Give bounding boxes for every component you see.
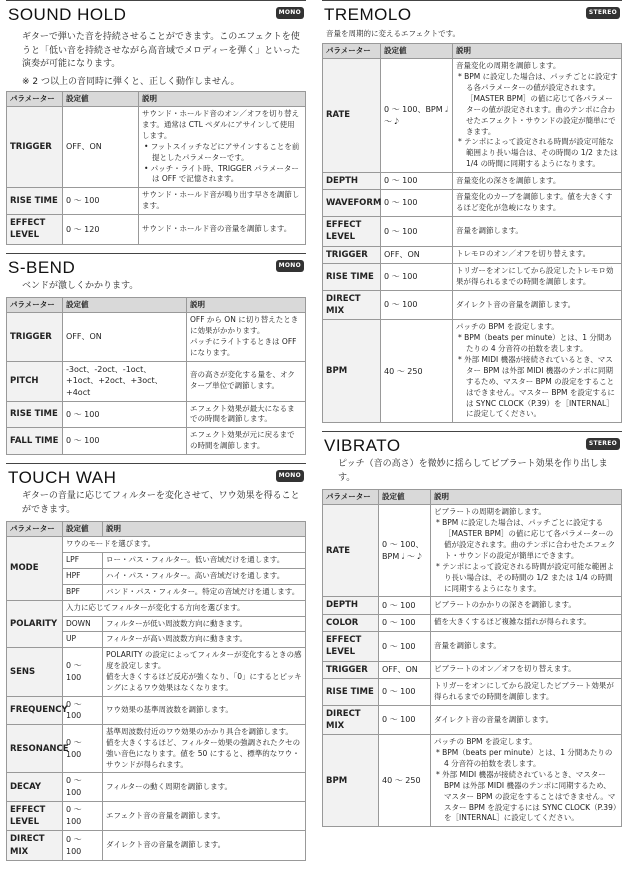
header-desc: 説明 bbox=[453, 44, 622, 59]
param-desc bbox=[453, 320, 622, 423]
param-desc bbox=[431, 614, 622, 631]
table-row bbox=[7, 801, 306, 831]
desc-line: 値を大きくするほど、フィルター効果の強調されたクセの強い音色になります。値を 50 にすると、標準的なワウ・サウンドが得られます。 bbox=[106, 737, 301, 769]
section-title: TOUCH WAH bbox=[8, 468, 117, 488]
param-table bbox=[322, 43, 622, 423]
param-table bbox=[322, 489, 622, 827]
section-header bbox=[6, 0, 306, 27]
param-value: 0 ～ 100 bbox=[63, 401, 187, 428]
section-intro: 音量を周期的に変えるエフェクトです。 bbox=[326, 29, 461, 38]
desc-line: * テンポによって設定される時間が設定可能な範囲より長い場合は、その時間の 1/2 または 1/4 の時間に同期するようになります。 bbox=[458, 137, 618, 169]
desc-line: 音量変化の周期を調節します。 bbox=[456, 61, 561, 71]
section-sound-hold bbox=[6, 0, 306, 245]
stereo-badge: STEREO bbox=[586, 438, 620, 450]
param-name: POLARITY bbox=[7, 600, 63, 648]
table-row bbox=[7, 361, 306, 401]
desc-line: 値を大きくするほど反応が強くなり、「0」にするとピッキングによるワウ効果はなくなります。 bbox=[106, 672, 302, 692]
param-name: DIRECT MIX bbox=[323, 705, 379, 735]
table-row bbox=[323, 705, 622, 735]
desc-line: • フットスイッチなどにアサインすることを前提としたパラメーターです。 bbox=[144, 141, 300, 162]
desc-line: ワウ効果の基準周波数を調節します。 bbox=[106, 704, 233, 714]
table-row bbox=[7, 648, 306, 697]
table-row bbox=[323, 217, 622, 247]
desc-line: * テンポによって設定される時間が設定可能な範囲より長い場合は、その時間の 1/2 または 1/4 の時間に同期するようになります。 bbox=[436, 561, 615, 593]
section-header bbox=[6, 463, 306, 490]
param-name: TRIGGER bbox=[323, 661, 379, 678]
param-desc bbox=[453, 264, 622, 291]
option-desc: バンド・パス・フィルター。特定の音域だけを通します。 bbox=[103, 584, 306, 600]
param-value: 0 ～ 100 bbox=[381, 190, 453, 217]
param-value: 0 ～ 100 bbox=[379, 614, 431, 631]
desc-line: 音量変化の深さを調節します。 bbox=[456, 175, 561, 185]
header-desc: 説明 bbox=[187, 298, 306, 313]
option-desc: フィルターが低い周波数方向に動きます。 bbox=[103, 616, 306, 632]
mono-badge: MONO bbox=[276, 7, 304, 19]
param-value: 0 ～ 100 bbox=[63, 648, 103, 697]
table-row bbox=[7, 537, 306, 553]
section-intro: ピッチ（音の高さ）を微妙に揺らしてビブラート効果を作り出します。 bbox=[338, 459, 608, 483]
desc-line: 音量を調節します。 bbox=[456, 225, 523, 235]
header-desc: 説明 bbox=[431, 490, 622, 505]
header-desc: 説明 bbox=[103, 522, 306, 537]
section-intro: ギターの音量に応じてフィルターを変化させて、ワウ効果を得ることができます。 bbox=[22, 491, 300, 515]
table-row bbox=[7, 831, 306, 861]
section-intro: ギターで弾いた音を持続させることができます。このエフェクトを使うと「低い音を持続させながら高音域でメロディーを弾く」といった演奏が可能になります。 bbox=[22, 32, 301, 69]
desc-line: ダイレクト音の音量を調節します。 bbox=[456, 299, 576, 309]
header-value: 設定値 bbox=[379, 490, 431, 505]
desc-line: * 外部 MIDI 機器が接続されているとき、マスター BPM は外部 MIDI 機器のテンポに同期するため、マスター BPM の設定をすることはできません。マスター BPM を設定するには SYNC CLOCK（P.39）を［INTERNAL］に設定してください。 bbox=[436, 769, 617, 823]
param-desc: 入力に応じてフィルターが変化する方向を選びます。 bbox=[63, 600, 306, 616]
param-name: RISE TIME bbox=[7, 401, 63, 428]
table-row bbox=[7, 600, 306, 616]
header-value: 設定値 bbox=[381, 44, 453, 59]
param-value: 0 ～ 100 bbox=[63, 831, 103, 861]
param-desc bbox=[103, 801, 306, 831]
param-desc bbox=[431, 632, 622, 662]
rows bbox=[7, 537, 306, 648]
desc-line: POLARITY の設定によってフィルターが変化するときの感度を設定します。 bbox=[106, 650, 302, 671]
table-row bbox=[323, 614, 622, 631]
param-value: 0 ～ 100 bbox=[379, 597, 431, 614]
option-value: LPF bbox=[63, 553, 103, 569]
param-desc bbox=[103, 724, 306, 773]
option-value: HPF bbox=[63, 568, 103, 584]
param-value: OFF、ON bbox=[63, 313, 187, 362]
param-name: RISE TIME bbox=[323, 678, 379, 705]
header-param: パラメーター bbox=[7, 522, 63, 537]
param-table bbox=[6, 91, 306, 245]
section-header bbox=[322, 0, 622, 27]
header-param: パラメーター bbox=[323, 490, 379, 505]
desc-line: * BPM に設定した場合は、パッチごとに設定する各パラメーターの値が設定されます。［MASTER BPM］の値に応じて各パラメーターの値が設定されます。曲のテンポに合わせたエフェクト・サウンドの設定が簡単にできます。 bbox=[458, 72, 618, 136]
desc-line: エフェクト音の音量を調節します。 bbox=[106, 810, 226, 820]
param-name: WAVEFORM bbox=[323, 190, 381, 217]
table-row bbox=[323, 505, 622, 597]
rows bbox=[7, 648, 306, 861]
table-row bbox=[7, 188, 306, 215]
param-desc bbox=[453, 173, 622, 190]
desc-line: フィルターの動く周期を調節します。 bbox=[106, 781, 232, 791]
desc-line: 値を大きくするほど複雑な揺れが得られます。 bbox=[434, 617, 591, 627]
param-name: EFFECT LEVEL bbox=[323, 217, 381, 247]
param-desc bbox=[453, 217, 622, 247]
param-value: 0 ～ 100 bbox=[63, 696, 103, 724]
table-row bbox=[323, 661, 622, 678]
desc-line: * BPM（beats per minute）とは、1 分間あたりの 4 分音符の拍数を表します。 bbox=[458, 333, 612, 354]
table-row bbox=[7, 107, 306, 188]
desc-line: ビブラートのかかりの深さを調節します。 bbox=[434, 600, 576, 610]
option-desc: ロー・パス・フィルター。低い音域だけを通します。 bbox=[103, 553, 306, 569]
param-desc bbox=[453, 290, 622, 320]
param-name: DIRECT MIX bbox=[7, 831, 63, 861]
param-value: 0 ～ 100 bbox=[379, 705, 431, 735]
table-row bbox=[7, 215, 306, 245]
desc-line: ダイレクト音の音量を調節します。 bbox=[106, 840, 226, 850]
section-note: ※ 2 つ以上の音同時に弾くと、正しく動作しません。 bbox=[22, 76, 240, 87]
param-name: DEPTH bbox=[323, 597, 379, 614]
param-desc bbox=[431, 597, 622, 614]
param-desc bbox=[103, 696, 306, 724]
desc-line: サウンド・ホールド音のオン／オフを切り替えます。通常は CTL ペダルにアサインして使用します。 bbox=[142, 109, 300, 140]
table-row bbox=[323, 632, 622, 662]
param-value: 0 ～ 120 bbox=[63, 215, 139, 245]
section-intro: ベンドが激しくかかります。 bbox=[22, 280, 139, 291]
param-value: OFF、ON bbox=[379, 661, 431, 678]
param-desc bbox=[103, 648, 306, 697]
param-desc bbox=[431, 705, 622, 735]
param-name: BPM bbox=[323, 735, 379, 827]
param-desc bbox=[431, 735, 622, 827]
desc-line: * BPM に設定した場合は、パッチごとに設定する［MASTER BPM］の値に応じて各パラメーターの値が設定されます。曲のテンポに合わせたエフェクト・サウンドの設定が簡単にできます。 bbox=[436, 518, 616, 560]
desc-line: サウンド・ホールド音の音量を調節します。 bbox=[142, 223, 292, 233]
desc-line: ダイレクト音の音量を調節します。 bbox=[434, 714, 554, 724]
desc-line: パッチの BPM を設定します。 bbox=[434, 737, 537, 747]
param-desc bbox=[187, 401, 306, 428]
param-name: TRIGGER bbox=[323, 246, 381, 263]
header-value: 設定値 bbox=[63, 92, 139, 107]
desc-line: トリガーをオンにしてから設定したトレモロ効果が得られるまでの時間を調節します。 bbox=[456, 266, 614, 286]
desc-line: トレモロのオン／オフを切り替えます。 bbox=[456, 249, 591, 259]
desc-line: エフェクト効果が元に戻るまでの時間を調節します。 bbox=[190, 430, 295, 451]
param-value: 0 ～ 100、BPM 𝅗𝅥 ～ 𝅘𝅥𝅮 bbox=[381, 59, 453, 173]
header-param: パラメーター bbox=[7, 92, 63, 107]
right-column bbox=[322, 0, 622, 827]
header-desc: 説明 bbox=[139, 92, 306, 107]
param-name: DECAY bbox=[7, 773, 63, 801]
param-name: COLOR bbox=[323, 614, 379, 631]
param-name: SENS bbox=[7, 648, 63, 697]
param-value: 0 ～ 100 bbox=[379, 678, 431, 705]
param-desc bbox=[139, 188, 306, 215]
param-name: TRIGGER bbox=[7, 313, 63, 362]
section-header bbox=[6, 253, 306, 280]
param-value: 0 ～ 100 bbox=[381, 264, 453, 291]
rows bbox=[7, 313, 306, 455]
header-param: パラメーター bbox=[323, 44, 381, 59]
desc-line: 基準周波数付近のワウ効果のかかり具合を調節します。 bbox=[106, 726, 293, 736]
section-tremolo bbox=[322, 0, 622, 423]
option-value: UP bbox=[63, 632, 103, 648]
param-name: RISE TIME bbox=[323, 264, 381, 291]
section-title: S-BEND bbox=[8, 257, 76, 277]
table-row bbox=[323, 735, 622, 827]
param-value: OFF、ON bbox=[63, 107, 139, 188]
desc-line: ビブラートのオン／オフを切り替えます。 bbox=[434, 664, 576, 674]
param-name: RISE TIME bbox=[7, 188, 63, 215]
param-value: 0 ～ 100 bbox=[63, 773, 103, 801]
param-desc bbox=[431, 678, 622, 705]
section-s-bend bbox=[6, 253, 306, 455]
param-desc bbox=[103, 773, 306, 801]
rows bbox=[7, 107, 306, 245]
param-name: BPM bbox=[323, 320, 381, 423]
param-desc: ワウのモードを選びます。 bbox=[63, 537, 306, 553]
table-row bbox=[323, 290, 622, 320]
table-row bbox=[7, 428, 306, 455]
param-value: 0 ～ 100 bbox=[63, 801, 103, 831]
desc-line: OFF から ON に切り替えたときに効果がかかります。 bbox=[190, 315, 299, 336]
param-desc bbox=[139, 215, 306, 245]
param-desc bbox=[453, 190, 622, 217]
param-table bbox=[6, 521, 306, 861]
table-row bbox=[323, 264, 622, 291]
param-desc bbox=[139, 107, 306, 188]
param-name: EFFECT LEVEL bbox=[7, 801, 63, 831]
param-name: RESONANCE bbox=[7, 724, 63, 773]
param-name: DEPTH bbox=[323, 173, 381, 190]
param-value: 0 ～ 100 bbox=[381, 290, 453, 320]
left-column bbox=[6, 0, 306, 861]
desc-line: * 外部 MIDI 機器が接続されているとき、マスター BPM は外部 MIDI 機器のテンポに同期するため、マスター BPM の設定をすることはできません。マスター BPM を設定するには SYNC CLOCK（P.39）を［INTERNAL］に設定してください。 bbox=[458, 355, 615, 419]
section-title: VIBRATO bbox=[324, 436, 401, 456]
table-row bbox=[7, 313, 306, 362]
desc-line: トリガーをオンにしてから設定したビブラート効果が得られるまでの時間を調節します。 bbox=[434, 680, 614, 701]
param-name: EFFECT LEVEL bbox=[323, 632, 379, 662]
param-name: DIRECT MIX bbox=[323, 290, 381, 320]
param-value: 0 ～ 100 bbox=[63, 428, 187, 455]
table-row bbox=[7, 773, 306, 801]
param-name: FREQUENCY bbox=[7, 696, 63, 724]
param-table bbox=[6, 297, 306, 455]
option-desc: ハイ・パス・フィルター。高い音域だけを通します。 bbox=[103, 568, 306, 584]
header-value: 設定値 bbox=[63, 522, 103, 537]
param-name: EFFECT LEVEL bbox=[7, 215, 63, 245]
param-value: -3oct、-2oct、-1oct、+1oct、+2oct、+3oct、+4oct bbox=[63, 361, 187, 401]
rows bbox=[323, 505, 622, 827]
param-value: 40 ～ 250 bbox=[381, 320, 453, 423]
desc-line: * BPM（beats per minute）とは、1 分間あたりの 4 分音符の拍数を表します。 bbox=[436, 748, 613, 769]
table-row bbox=[323, 320, 622, 423]
table-row bbox=[7, 724, 306, 773]
param-desc bbox=[187, 361, 306, 401]
table-row bbox=[323, 246, 622, 263]
param-desc bbox=[187, 313, 306, 362]
option-value: BPF bbox=[63, 584, 103, 600]
desc-line: サウンド・ホールド音が鳴り出す早さを調節します。 bbox=[142, 190, 300, 211]
param-desc bbox=[431, 661, 622, 678]
table-row bbox=[323, 597, 622, 614]
desc-line: パッチにライトするときは OFF になります。 bbox=[190, 337, 297, 357]
param-name: RATE bbox=[323, 505, 379, 597]
param-value: 0 ～ 100、BPM 𝅗𝅥 ～ 𝅘𝅥𝅮 bbox=[379, 505, 431, 597]
table-row bbox=[323, 190, 622, 217]
stereo-badge: STEREO bbox=[586, 7, 620, 19]
param-value: 0 ～ 100 bbox=[63, 724, 103, 773]
param-name: RATE bbox=[323, 59, 381, 173]
section-touch-wah bbox=[6, 463, 306, 861]
mono-badge: MONO bbox=[276, 470, 304, 482]
table-row bbox=[323, 678, 622, 705]
mono-badge: MONO bbox=[276, 260, 304, 272]
param-value: 40 ～ 250 bbox=[379, 735, 431, 827]
desc-line: パッチの BPM を設定します。 bbox=[456, 322, 559, 332]
desc-line: • パッチ・ライト時、TRIGGER パラメーターは OFF で記憶されます。 bbox=[144, 163, 299, 184]
option-value: DOWN bbox=[63, 616, 103, 632]
table-row bbox=[7, 401, 306, 428]
param-desc bbox=[187, 428, 306, 455]
desc-line: エフェクト効果が最大になるまでの時間を調節します。 bbox=[190, 403, 295, 424]
param-value: 0 ～ 100 bbox=[381, 173, 453, 190]
param-value: 0 ～ 100 bbox=[379, 632, 431, 662]
param-desc bbox=[453, 59, 622, 173]
param-value: OFF、ON bbox=[381, 246, 453, 263]
desc-line: 音量を調節します。 bbox=[434, 640, 501, 650]
param-desc bbox=[103, 831, 306, 861]
param-name: MODE bbox=[7, 537, 63, 601]
header-value: 設定値 bbox=[63, 298, 187, 313]
param-name: PITCH bbox=[7, 361, 63, 401]
desc-line: ビブラートの周期を調節します。 bbox=[434, 507, 546, 517]
desc-line: 音量変化のカーブを調節します。値を大きくするほど変化が急峻になります。 bbox=[456, 192, 613, 213]
desc-line: 音の高さが変化する量を、オクターブ単位で調節します。 bbox=[190, 370, 295, 391]
param-desc bbox=[453, 246, 622, 263]
rows bbox=[323, 59, 622, 423]
table-row bbox=[7, 696, 306, 724]
param-value: 0 ～ 100 bbox=[63, 188, 139, 215]
param-desc bbox=[431, 505, 622, 597]
section-header bbox=[322, 431, 622, 458]
section-title: SOUND HOLD bbox=[8, 5, 127, 24]
section-vibrato bbox=[322, 431, 622, 827]
table-row bbox=[323, 173, 622, 190]
option-desc: フィルターが高い周波数方向に動きます。 bbox=[103, 632, 306, 648]
section-title: TREMOLO bbox=[324, 5, 412, 24]
table-row bbox=[323, 59, 622, 173]
param-name: TRIGGER bbox=[7, 107, 63, 188]
param-name: FALL TIME bbox=[7, 428, 63, 455]
header-param: パラメーター bbox=[7, 298, 63, 313]
param-value: 0 ～ 100 bbox=[381, 217, 453, 247]
